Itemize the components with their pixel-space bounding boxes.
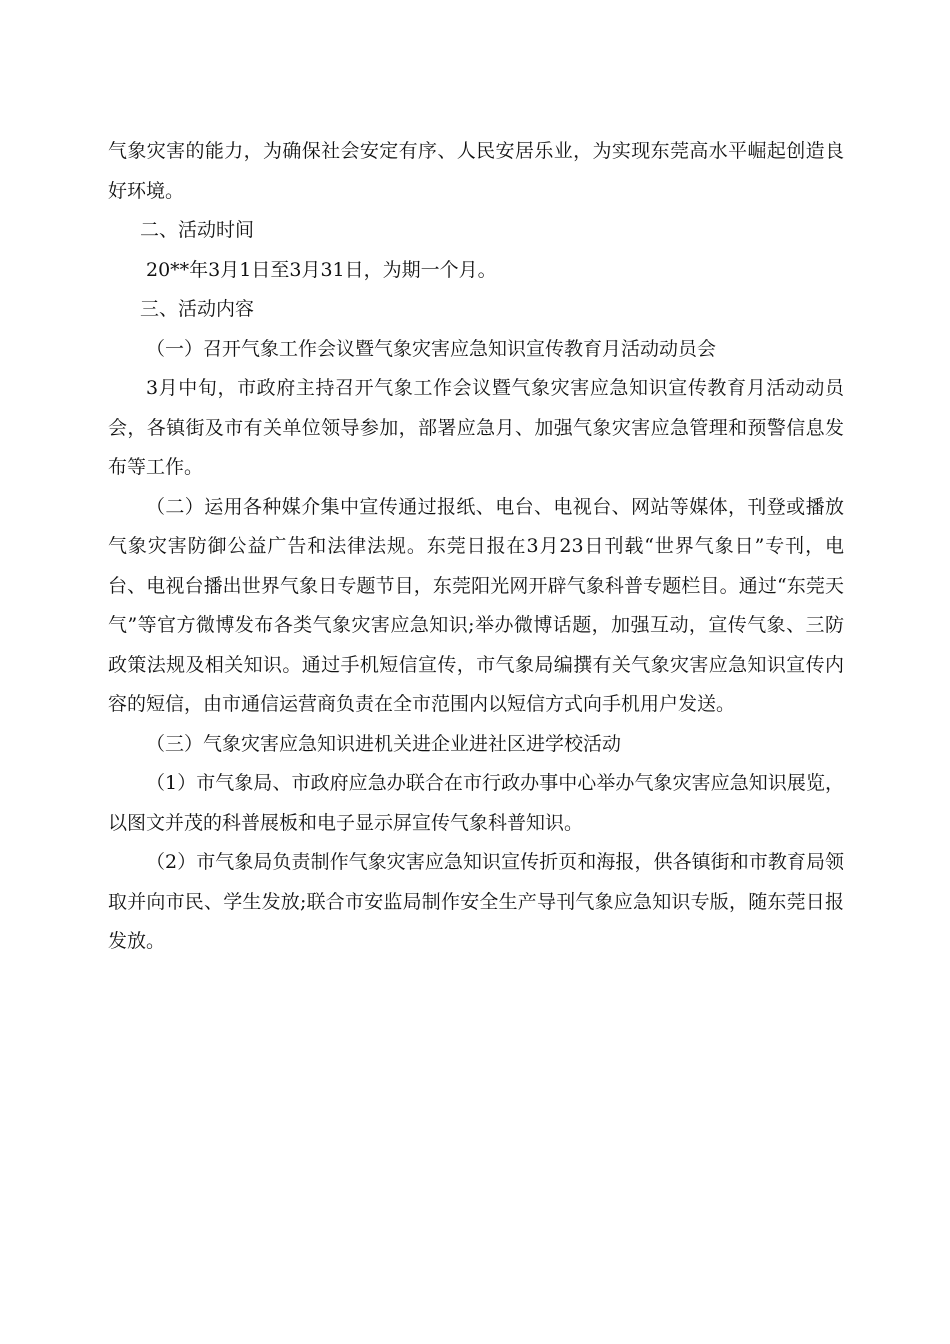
section-heading-activity-content: 三、活动内容 [140, 298, 255, 320]
paragraph-continuation: 气象灾害的能力，为确保社会安定有序、人民安居乐业，为实现东莞高水平崛起创造良好环境。 [108, 140, 844, 202]
paragraph-media-publicity: （二）运用各种媒介集中宣传通过报纸、电台、电视台、网站等媒体，刊登或播放气象灾害防御公益广告和法律法规。东莞日报在3月23日刊载“世界气象日”专刊，电台、电视台播出世界气象日专题节目，东莞阳光网开辟气象科普专题栏目。通过“东莞天气”等官方微博发布各类气象灾害应急知识;举办微博话题，加强互动，宣传气象、三防政策法规及相关知识。通过手机短信宣传，市气象局编撰有关气象灾害应急知识宣传内容的短信，由市通信运营商负责在全市范围内以短信方式向手机用户发送。 [108, 495, 844, 715]
paragraph-exhibition: （1）市气象局、市政府应急办联合在市行政办事中心举办气象灾害应急知识展览，以图文并茂的科普展板和电子显示屏宣传气象科普知识。 [108, 772, 844, 834]
paragraph-brochures: （2）市气象局负责制作气象灾害应急知识宣传折页和海报，供各镇街和市教育局领取并向市民、学生发放;联合市安监局制作安全生产导刊气象应急知识专版，随东莞日报发放。 [108, 851, 844, 952]
paragraph-activity-time: 20**年3月1日至3月31日，为期一个月。 [146, 258, 497, 281]
subheading-mobilization-meeting: （一）召开气象工作会议暨气象灾害应急知识宣传教育月活动动员会 [146, 337, 717, 360]
document-body [108, 132, 844, 962]
paragraph-mobilization-meeting: 3月中旬，市政府主持召开气象工作会议暨气象灾害应急知识宣传教育月活动动员会，各镇街及市有关单位领导参加，部署应急月、加强气象灾害应急管理和预警信息发布等工作。 [108, 377, 844, 478]
subheading-outreach-activities: （三）气象灾害应急知识进机关进企业进社区进学校活动 [146, 732, 622, 755]
section-heading-activity-time: 二、活动时间 [140, 219, 255, 241]
